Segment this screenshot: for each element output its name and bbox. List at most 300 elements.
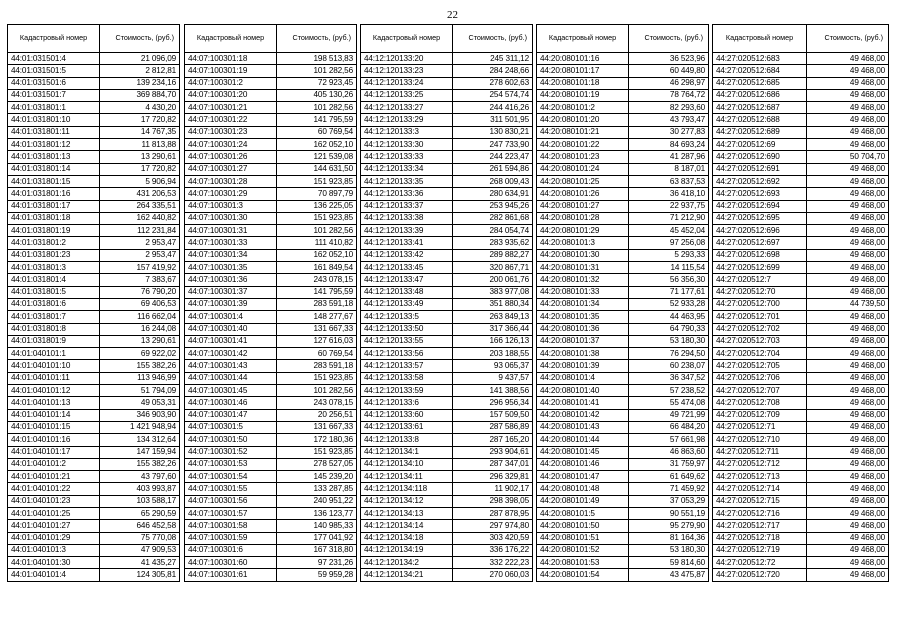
- table-row: [537, 557, 709, 569]
- cost-cell: 113 946,99: [100, 372, 180, 384]
- cadastral-number-cell: 44:01:040101:1: [8, 348, 100, 360]
- cost-cell: 16 244,08: [100, 323, 180, 335]
- cost-cell: 162 052,10: [277, 249, 357, 261]
- table-row: [361, 348, 533, 360]
- table-row: [8, 237, 180, 249]
- cost-cell: 243 078,15: [277, 397, 357, 409]
- table-row: [8, 200, 180, 212]
- cost-cell: 44 463,95: [629, 311, 709, 323]
- cadastral-number-cell: 44:07:100301:50: [185, 434, 277, 446]
- table-row: [8, 212, 180, 224]
- table-row: [185, 507, 357, 519]
- cost-cell: 76 790,20: [100, 286, 180, 298]
- cost-cell: 49 468,00: [807, 89, 889, 101]
- cost-cell: 151 923,85: [277, 175, 357, 187]
- cadastral-number-cell: 44:27:020512:685: [713, 77, 807, 89]
- cost-cell: 49 468,00: [807, 360, 889, 372]
- table-row: [8, 434, 180, 446]
- cadastral-tables: [7, 24, 900, 616]
- table-row: [361, 89, 533, 101]
- cost-cell: 139 234,16: [100, 77, 180, 89]
- cadastral-number-cell: 44:27:020512:684: [713, 65, 807, 77]
- cost-cell: 303 420,59: [453, 532, 533, 544]
- table-row: [713, 311, 889, 323]
- cost-cell: 278 602,63: [453, 77, 533, 89]
- cost-cell: 278 527,05: [277, 458, 357, 470]
- cost-cell: 71 459,92: [629, 483, 709, 495]
- cadastral-number-cell: 44:12:120133:37: [361, 200, 453, 212]
- table-row: [713, 409, 889, 421]
- cadastral-number-cell: 44:20:080101:16: [537, 53, 629, 65]
- cadastral-number-cell: 44:07:100301:54: [185, 471, 277, 483]
- cost-cell: 148 277,67: [277, 311, 357, 323]
- table-row: [361, 397, 533, 409]
- cost-cell: 200 061,76: [453, 274, 533, 286]
- table-row: [8, 298, 180, 310]
- cost-cell: 287 347,01: [453, 458, 533, 470]
- cost-cell: 2 953,47: [100, 237, 180, 249]
- cadastral-number-cell: 44:20:080101:36: [537, 323, 629, 335]
- cost-cell: 60 769,54: [277, 348, 357, 360]
- cost-table: [536, 24, 709, 582]
- cost-cell: 45 452,04: [629, 225, 709, 237]
- cadastral-number-cell: 44:12:120133:8: [361, 434, 453, 446]
- cost-cell: 101 282,56: [277, 225, 357, 237]
- table-row: [713, 360, 889, 372]
- column-header-cadastral-number: Кадастровый номер: [537, 25, 629, 53]
- table-row: [8, 409, 180, 421]
- cost-cell: 30 277,83: [629, 126, 709, 138]
- cadastral-number-cell: 44:07:100301:26: [185, 151, 277, 163]
- table-row: [713, 397, 889, 409]
- cadastral-number-cell: 44:27:020512:69: [713, 139, 807, 151]
- cost-cell: 84 693,24: [629, 139, 709, 151]
- cadastral-number-cell: 44:07:100301:19: [185, 65, 277, 77]
- cost-cell: 22 937,75: [629, 200, 709, 212]
- table-row: [537, 495, 709, 507]
- table-row: [537, 102, 709, 114]
- table-row: [537, 139, 709, 151]
- cost-cell: 49 468,00: [807, 409, 889, 421]
- cost-cell: 59 959,28: [277, 569, 357, 581]
- cost-cell: 78 764,72: [629, 89, 709, 101]
- cadastral-number-cell: 44:20:080101:51: [537, 532, 629, 544]
- table-row: [713, 77, 889, 89]
- table-row: [8, 397, 180, 409]
- cost-cell: 71 212,90: [629, 212, 709, 224]
- table-row: [713, 495, 889, 507]
- cadastral-number-cell: 44:27:020512:715: [713, 495, 807, 507]
- cost-cell: 9 437,57: [453, 372, 533, 384]
- table-row: [8, 557, 180, 569]
- table-row: [361, 114, 533, 126]
- column-header-cost: Стоимость, (руб.): [453, 25, 533, 53]
- cost-cell: 49 468,00: [807, 274, 889, 286]
- table-row: [537, 237, 709, 249]
- cadastral-number-cell: 44:07:100301:29: [185, 188, 277, 200]
- cadastral-number-cell: 44:20:080101:28: [537, 212, 629, 224]
- table-row: [537, 77, 709, 89]
- table-row: [713, 212, 889, 224]
- cadastral-number-cell: 44:07:100301:58: [185, 520, 277, 532]
- cost-cell: 49 468,00: [807, 532, 889, 544]
- cost-cell: 49 468,00: [807, 188, 889, 200]
- cost-cell: 141 388,56: [453, 385, 533, 397]
- table-row: [185, 53, 357, 65]
- table-row: [537, 372, 709, 384]
- table-row: [361, 335, 533, 347]
- cost-cell: 21 096,09: [100, 53, 180, 65]
- column-header-cadastral-number: Кадастровый номер: [8, 25, 100, 53]
- cost-cell: 270 060,03: [453, 569, 533, 581]
- cadastral-number-cell: 44:20:080101:29: [537, 225, 629, 237]
- cost-cell: 247 733,90: [453, 139, 533, 151]
- cadastral-number-cell: 44:01:031801:11: [8, 126, 100, 138]
- cadastral-number-cell: 44:12:120133:5: [361, 311, 453, 323]
- cadastral-number-cell: 44:20:080101:46: [537, 458, 629, 470]
- cost-cell: 8 187,01: [629, 163, 709, 175]
- cost-cell: 264 335,51: [100, 200, 180, 212]
- table-row: [713, 65, 889, 77]
- cost-cell: 60 769,54: [277, 126, 357, 138]
- cadastral-number-cell: 44:27:020512:686: [713, 89, 807, 101]
- table-row: [361, 262, 533, 274]
- cadastral-number-cell: 44:01:040101:30: [8, 557, 100, 569]
- cadastral-number-cell: 44:27:020512:709: [713, 409, 807, 421]
- table-row: [8, 507, 180, 519]
- cadastral-number-cell: 44:07:100301:31: [185, 225, 277, 237]
- table-row: [185, 569, 357, 581]
- page-number: 22: [447, 9, 458, 21]
- cost-cell: 49 468,00: [807, 569, 889, 581]
- table-row: [361, 421, 533, 433]
- cadastral-number-cell: 44:07:100301:39: [185, 298, 277, 310]
- table-row: [8, 348, 180, 360]
- cadastral-number-cell: 44:27:020512:691: [713, 163, 807, 175]
- cost-cell: 43 793,47: [629, 114, 709, 126]
- cost-cell: 49 468,00: [807, 434, 889, 446]
- cadastral-number-cell: 44:07:100301:40: [185, 323, 277, 335]
- cost-cell: 5 293,33: [629, 249, 709, 261]
- cost-cell: 177 041,92: [277, 532, 357, 544]
- cost-cell: 244 416,26: [453, 102, 533, 114]
- cost-cell: 296 956,34: [453, 397, 533, 409]
- cost-cell: 5 906,94: [100, 175, 180, 187]
- cost-cell: 283 591,18: [277, 298, 357, 310]
- cost-cell: 284 054,74: [453, 225, 533, 237]
- cost-cell: 293 904,61: [453, 446, 533, 458]
- cost-cell: 36 347,52: [629, 372, 709, 384]
- cost-cell: 49 468,00: [807, 77, 889, 89]
- cost-cell: 49 468,00: [807, 212, 889, 224]
- cadastral-number-cell: 44:01:031801:23: [8, 249, 100, 261]
- cadastral-number-cell: 44:07:100301:55: [185, 483, 277, 495]
- table-row: [8, 335, 180, 347]
- cadastral-number-cell: 44:01:040101:23: [8, 495, 100, 507]
- cadastral-number-cell: 44:12:120133:34: [361, 163, 453, 175]
- cadastral-number-cell: 44:27:020512:70: [713, 286, 807, 298]
- table-row: [185, 175, 357, 187]
- table-row: [537, 458, 709, 470]
- cadastral-number-cell: 44:07:100301:28: [185, 175, 277, 187]
- table-row: [185, 65, 357, 77]
- cost-cell: 268 009,43: [453, 175, 533, 187]
- cost-cell: 49 468,00: [807, 225, 889, 237]
- table-header-row: [8, 25, 180, 53]
- table-row: [8, 311, 180, 323]
- table-row: [185, 348, 357, 360]
- cadastral-number-cell: 44:12:120134:19: [361, 544, 453, 556]
- cost-cell: 140 985,33: [277, 520, 357, 532]
- table-row: [537, 89, 709, 101]
- cost-cell: 11 902,17: [453, 483, 533, 495]
- cost-cell: 1 421 948,94: [100, 421, 180, 433]
- cadastral-number-cell: 44:20:080101:25: [537, 175, 629, 187]
- table-row: [8, 77, 180, 89]
- cadastral-number-cell: 44:01:040101:12: [8, 385, 100, 397]
- cost-cell: 71 177,61: [629, 286, 709, 298]
- cost-cell: 66 484,20: [629, 421, 709, 433]
- cadastral-number-cell: 44:20:080101:48: [537, 483, 629, 495]
- table-row: [537, 212, 709, 224]
- cadastral-number-cell: 44:20:080101:17: [537, 65, 629, 77]
- cost-cell: 60 449,80: [629, 65, 709, 77]
- cadastral-number-cell: 44:07:100301:47: [185, 409, 277, 421]
- cost-cell: 111 410,82: [277, 237, 357, 249]
- table-row: [8, 483, 180, 495]
- cost-table: [712, 24, 889, 582]
- table-row: [185, 520, 357, 532]
- cadastral-number-cell: 44:01:031801:17: [8, 200, 100, 212]
- table-header-row: [185, 25, 357, 53]
- cadastral-number-cell: 44:27:020512:704: [713, 348, 807, 360]
- cadastral-number-cell: 44:01:031501:7: [8, 89, 100, 101]
- cadastral-number-cell: 44:20:080101:43: [537, 421, 629, 433]
- cost-cell: 383 977,08: [453, 286, 533, 298]
- cadastral-number-cell: 44:01:040101:13: [8, 397, 100, 409]
- cadastral-number-cell: 44:12:120133:58: [361, 372, 453, 384]
- table-row: [713, 557, 889, 569]
- cost-cell: 134 312,64: [100, 434, 180, 446]
- cost-cell: 59 814,60: [629, 557, 709, 569]
- table-row: [185, 188, 357, 200]
- table-row: [713, 434, 889, 446]
- cadastral-number-cell: 44:27:020512:694: [713, 200, 807, 212]
- cost-cell: 203 188,55: [453, 348, 533, 360]
- table-row: [361, 225, 533, 237]
- cost-cell: 198 513,83: [277, 53, 357, 65]
- cost-cell: 155 382,26: [100, 360, 180, 372]
- cadastral-number-cell: 44:07:100301:23: [185, 126, 277, 138]
- cost-cell: 157 509,50: [453, 409, 533, 421]
- cadastral-number-cell: 44:01:040101:4: [8, 569, 100, 581]
- table-row: [185, 323, 357, 335]
- cadastral-number-cell: 44:20:080101:30: [537, 249, 629, 261]
- table-row: [713, 298, 889, 310]
- table-row: [8, 262, 180, 274]
- cadastral-number-cell: 44:12:120133:39: [361, 225, 453, 237]
- table-row: [361, 151, 533, 163]
- cadastral-number-cell: 44:07:100301:42: [185, 348, 277, 360]
- cost-cell: 70 897,79: [277, 188, 357, 200]
- cost-cell: 136 225,05: [277, 200, 357, 212]
- cost-cell: 261 594,86: [453, 163, 533, 175]
- cost-cell: 145 239,20: [277, 471, 357, 483]
- cadastral-number-cell: 44:12:120133:20: [361, 53, 453, 65]
- cadastral-number-cell: 44:01:031801:5: [8, 286, 100, 298]
- cadastral-number-cell: 44:01:040101:11: [8, 372, 100, 384]
- cost-cell: 144 631,50: [277, 163, 357, 175]
- table-row: [185, 335, 357, 347]
- cost-cell: 7 383,67: [100, 274, 180, 286]
- table-header-row: [537, 25, 709, 53]
- cost-cell: 53 180,30: [629, 335, 709, 347]
- cadastral-number-cell: 44:20:080101:34: [537, 298, 629, 310]
- table-row: [8, 532, 180, 544]
- table-row: [185, 225, 357, 237]
- table-row: [185, 139, 357, 151]
- table-row: [361, 274, 533, 286]
- table-row: [361, 53, 533, 65]
- cost-cell: 282 861,68: [453, 212, 533, 224]
- cost-cell: 36 523,96: [629, 53, 709, 65]
- table-row: [8, 53, 180, 65]
- cadastral-number-cell: 44:07:100301:46: [185, 397, 277, 409]
- cadastral-number-cell: 44:01:031501:5: [8, 65, 100, 77]
- table-row: [537, 311, 709, 323]
- cost-cell: 131 667,33: [277, 323, 357, 335]
- cadastral-number-cell: 44:27:020512:683: [713, 53, 807, 65]
- cost-cell: 141 795,59: [277, 286, 357, 298]
- cadastral-number-cell: 44:12:120134:2: [361, 557, 453, 569]
- table-row: [537, 360, 709, 372]
- table-row: [8, 89, 180, 101]
- table-row: [713, 102, 889, 114]
- cadastral-number-cell: 44:27:020512:710: [713, 434, 807, 446]
- table-row: [361, 175, 533, 187]
- column-header-cadastral-number: Кадастровый номер: [713, 25, 807, 53]
- table-row: [537, 569, 709, 581]
- table-row: [537, 385, 709, 397]
- cost-cell: 263 849,13: [453, 311, 533, 323]
- cadastral-number-cell: 44:07:100301:36: [185, 274, 277, 286]
- table-row: [537, 397, 709, 409]
- cost-cell: 36 418,10: [629, 188, 709, 200]
- cadastral-number-cell: 44:20:080101:50: [537, 520, 629, 532]
- table-row: [185, 421, 357, 433]
- cadastral-number-cell: 44:12:120133:61: [361, 421, 453, 433]
- cadastral-number-cell: 44:01:031801:9: [8, 335, 100, 347]
- table-row: [185, 397, 357, 409]
- cadastral-number-cell: 44:01:031801:8: [8, 323, 100, 335]
- cadastral-number-cell: 44:20:080101:42: [537, 409, 629, 421]
- cadastral-number-cell: 44:01:040101:27: [8, 520, 100, 532]
- cadastral-number-cell: 44:12:120133:55: [361, 335, 453, 347]
- cost-cell: 69 922,02: [100, 348, 180, 360]
- cost-table: [360, 24, 533, 582]
- cost-cell: 283 935,62: [453, 237, 533, 249]
- cadastral-number-cell: 44:27:020512:698: [713, 249, 807, 261]
- table-row: [713, 421, 889, 433]
- cost-cell: 49 468,00: [807, 237, 889, 249]
- column-header-cost: Стоимость, (руб.): [629, 25, 709, 53]
- table-row: [8, 495, 180, 507]
- cost-cell: 103 588,17: [100, 495, 180, 507]
- cost-cell: 49 468,00: [807, 335, 889, 347]
- cadastral-number-cell: 44:07:100301:41: [185, 335, 277, 347]
- table-row: [8, 188, 180, 200]
- table-row: [713, 163, 889, 175]
- table-row: [713, 188, 889, 200]
- cost-cell: 127 616,03: [277, 335, 357, 347]
- cadastral-number-cell: 44:20:080101:21: [537, 126, 629, 138]
- cadastral-number-cell: 44:07:100301:21: [185, 102, 277, 114]
- cost-cell: 162 052,10: [277, 139, 357, 151]
- table-row: [185, 557, 357, 569]
- cadastral-number-cell: 44:20:080101:44: [537, 434, 629, 446]
- table-row: [713, 274, 889, 286]
- table-row: [713, 483, 889, 495]
- table-row: [185, 434, 357, 446]
- cost-cell: 52 933,28: [629, 298, 709, 310]
- cadastral-number-cell: 44:20:080101:35: [537, 311, 629, 323]
- cost-cell: 116 662,04: [100, 311, 180, 323]
- table-row: [185, 286, 357, 298]
- cadastral-number-cell: 44:01:040101:10: [8, 360, 100, 372]
- cost-cell: 49 468,00: [807, 53, 889, 65]
- table-row: [537, 249, 709, 261]
- table-row: [713, 237, 889, 249]
- cadastral-number-cell: 44:27:020512:703: [713, 335, 807, 347]
- cost-cell: 49 468,00: [807, 139, 889, 151]
- cost-cell: 49 468,00: [807, 471, 889, 483]
- cost-cell: 49 468,00: [807, 114, 889, 126]
- cost-cell: 76 294,50: [629, 348, 709, 360]
- cadastral-number-cell: 44:07:100301:61: [185, 569, 277, 581]
- table-row: [8, 458, 180, 470]
- cost-cell: 46 298,97: [629, 77, 709, 89]
- cadastral-number-cell: 44:07:100301:6: [185, 544, 277, 556]
- table-row: [713, 139, 889, 151]
- cadastral-number-cell: 44:01:031801:15: [8, 175, 100, 187]
- cost-cell: 2 953,47: [100, 249, 180, 261]
- cadastral-number-cell: 44:27:020512:696: [713, 225, 807, 237]
- cadastral-number-cell: 44:27:020512:7: [713, 274, 807, 286]
- cost-cell: 166 126,13: [453, 335, 533, 347]
- cadastral-number-cell: 44:12:120134:118: [361, 483, 453, 495]
- cadastral-number-cell: 44:27:020512:692: [713, 175, 807, 187]
- table-row: [185, 471, 357, 483]
- cadastral-number-cell: 44:27:020512:687: [713, 102, 807, 114]
- cadastral-number-cell: 44:01:040101:22: [8, 483, 100, 495]
- cost-cell: 61 649,62: [629, 471, 709, 483]
- table-row: [8, 139, 180, 151]
- table-row: [361, 483, 533, 495]
- cadastral-number-cell: 44:07:100301:4: [185, 311, 277, 323]
- table-row: [185, 114, 357, 126]
- table-row: [713, 200, 889, 212]
- cost-cell: 14 115,54: [629, 262, 709, 274]
- cost-cell: 296 329,81: [453, 471, 533, 483]
- cost-cell: 101 282,56: [277, 102, 357, 114]
- cadastral-number-cell: 44:01:031801:1: [8, 102, 100, 114]
- cadastral-number-cell: 44:27:020512:697: [713, 237, 807, 249]
- table-row: [8, 323, 180, 335]
- cost-cell: 49 468,00: [807, 126, 889, 138]
- cadastral-number-cell: 44:27:020512:719: [713, 544, 807, 556]
- cost-cell: 151 923,85: [277, 372, 357, 384]
- cadastral-number-cell: 44:12:120133:29: [361, 114, 453, 126]
